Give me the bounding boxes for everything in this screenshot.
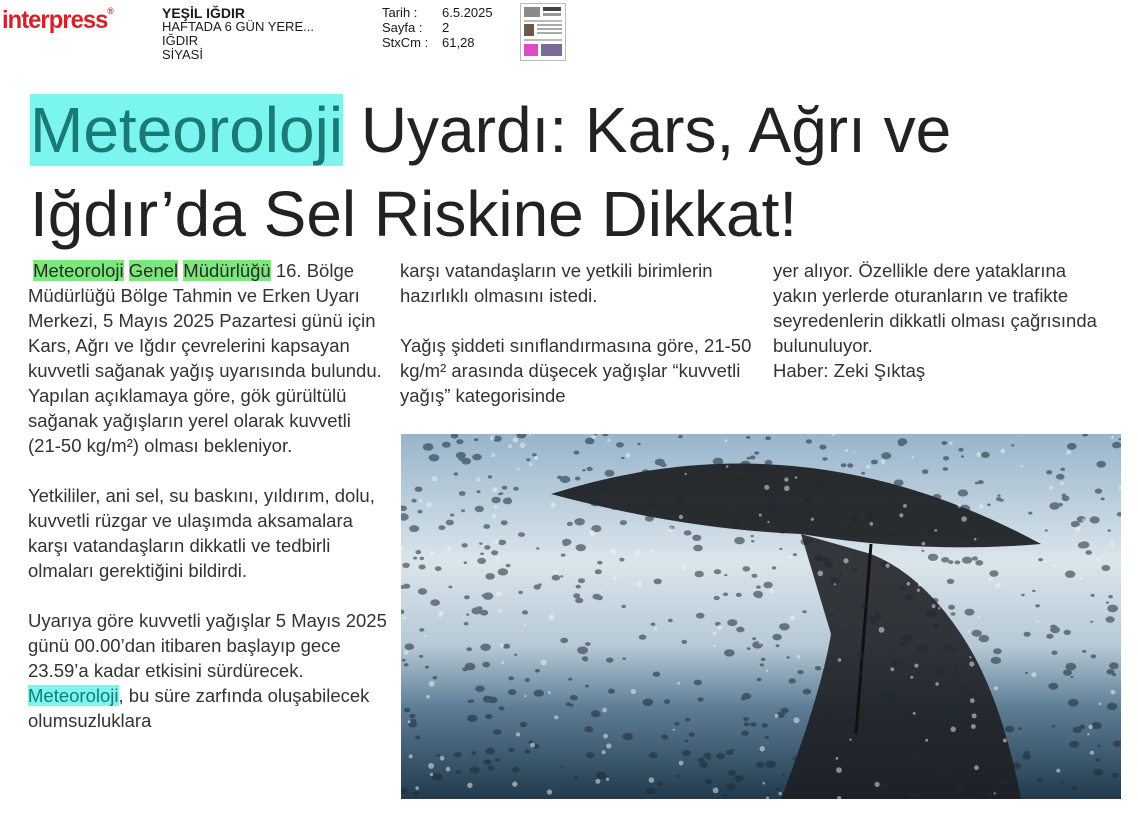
paragraph: Yetkililer, ani sel, su baskını, yıldırım, dolu, kuvvetli rüzgar ve ulaşımda aksamalara karşı vatandaşların dikkatli ve tedbirli olmaları gerektiğini bildirdi. (28, 485, 375, 581)
page-value: 2 (442, 20, 450, 35)
article-photo (401, 434, 1121, 799)
date-label: Tarih : (382, 5, 418, 20)
keyword-highlight: Meteoroloji (33, 260, 124, 281)
publication-info (162, 6, 314, 62)
publication-city: IĞDIR (162, 33, 199, 48)
page-thumbnail[interactable] (520, 3, 566, 61)
rain-umbrella-image (401, 434, 1121, 799)
paragraph: Yağış şiddeti sınıflandırmasına göre, 21-50 kg/m² arasında düşecek yağışlar “kuvvetli yağış” kategorisinde (400, 335, 752, 406)
clip-details (382, 5, 493, 50)
article-column-1: Meteoroloji Genel Müdürlüğü 16. Bölge Müdürlüğü Bölge Tahmin ve Erken Uyarı Merkezi, 5 Mayıs 2025 Pazartesi günü için Kars, Ağrı ve Iğdır çevrelerini kapsayan kuvvetli sağanak yağış uyarısında bulundu. Yapılan açıklamaya göre, gök gürültülü sağanak yağışların yerel olarak kuvvetli (21-50 kg/m²) olması bekleniyor. Yetkililer, ani sel, su baskını, yıldırım, dolu, kuvvetli rüzgar ve ulaşımda aksamalara karşı vatandaşların dikkatli ve tedbirli olmaları gerektiğini bildirdi. Uyarıya göre kuvvetli yağışlar 5 Mayıs 2025 günü 00.00’dan itibaren başlayıp gece 23.59’a kadar etkisini sürdürecek. Meteoroloji, bu süre zarfında oluşabilecek olumsuzluklara (28, 260, 387, 731)
article-headline: Meteoroloji Uyardı: Kars, Ağrı ve Iğdır’da Sel Riskine Dikkat! (30, 94, 952, 250)
date-value: 6.5.2025 (442, 5, 493, 20)
article-byline: Haber: Zeki Şıktaş (773, 360, 926, 381)
size-label: StxCm : (382, 35, 429, 50)
article-column-3 (773, 258, 1113, 408)
publication-category: SİYASİ (162, 47, 203, 62)
publication-frequency: HAFTADA 6 GÜN YERE... (162, 19, 314, 34)
keyword-highlight: Müdürlüğü (183, 260, 271, 281)
publication-name: YEŞİL IĞDIR (162, 5, 245, 21)
page-label: Sayfa : (382, 20, 423, 35)
paragraph: karşı vatandaşların ve yetkili birimlerin hazırlıklı olmasını istedi. (400, 260, 713, 306)
keyword-highlight: Genel (128, 260, 179, 281)
interpress-logo: interpress® (2, 6, 114, 34)
size-value: 61,28 (442, 35, 475, 50)
article-column-2 (400, 258, 760, 433)
keyword-highlight: Meteoroloji (28, 685, 119, 706)
paragraph: yer alıyor. Özellikle dere yataklarına yakın yerlerde oturanların ve trafikte seyredenlerin dikkatli olması çağrısında bulunuluyor. (773, 260, 1097, 356)
